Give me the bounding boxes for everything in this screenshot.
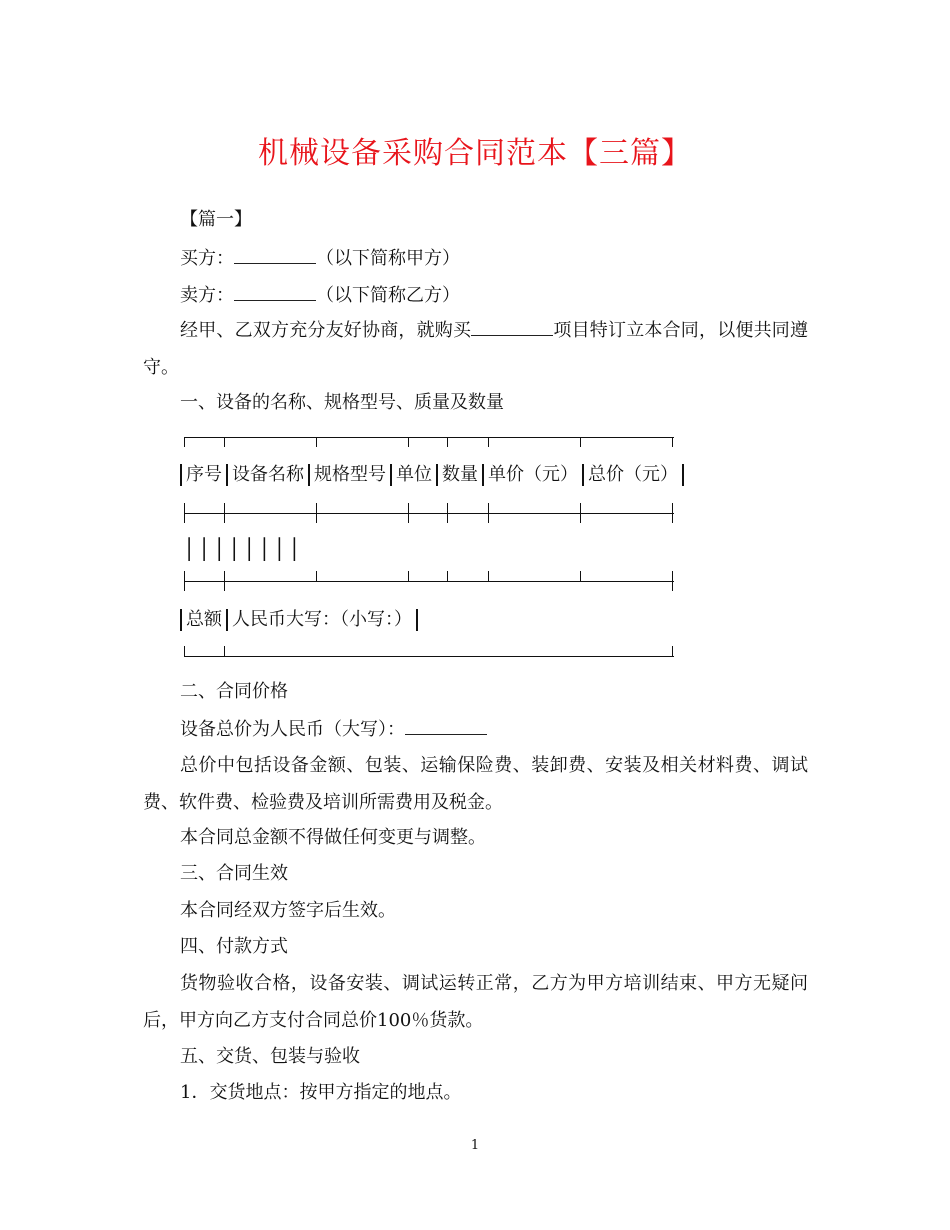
table-tick [184,503,185,523]
table-header-cell: 单价（元） [488,464,578,485]
table-divider [682,464,684,486]
buyer-line [180,245,460,271]
table-header-cell: 规格型号 [314,464,386,485]
heading-equipment: 一、设备的名称、规格型号、质量及数量 [180,392,504,413]
document-title: 机械设备采购合同范本【三篇】 [258,136,692,171]
table-divider [226,609,228,631]
table-header-row [180,463,688,487]
table-tick [672,437,673,447]
table-divider [482,464,484,486]
heading-payment: 四、付款方式 [180,936,288,957]
intro-post: 项目特订立本合同，以便共同遵守。 [143,320,809,378]
table-empty-row: ││││││││ [183,537,304,561]
table-tick [316,571,317,581]
table-header-cell: 设备名称 [232,464,304,485]
table-mid-rule [184,581,674,582]
seller-label: 卖方： [180,285,234,306]
price-line [180,716,487,742]
price-fixed: 本合同总金额不得做任何变更与调整。 [180,827,486,848]
table-mid-rule [184,513,674,514]
table-tick [672,571,673,591]
seller-line [180,282,460,308]
price-label: 设备总价为人民币（大写）： [180,719,405,740]
table-tick [580,503,581,523]
table-tick [447,503,448,523]
table-header-cell: 总价（元） [588,464,678,485]
table-tick [408,503,409,523]
heading-delivery: 五、交货、包装与验收 [180,1046,360,1067]
heading-effect: 三、合同生效 [180,863,288,884]
page-number: 1 [470,1138,480,1153]
price-description: 总价中包括设备金额、包装、运输保险费、装卸费、安装及相关材料费、调试费、软件费、检验费及培训所需费用及税金。 [143,755,808,813]
table-header-cell: 序号 [186,464,222,485]
table-tick [224,503,225,523]
table-divider [308,464,310,486]
table-tick [184,571,185,591]
table-tick [447,437,448,447]
table-top-rule [184,437,674,438]
table-bottom-rule [184,656,674,657]
table-tick [488,503,489,523]
price-blank [405,716,487,735]
effect-text: 本合同经双方签字后生效。 [180,900,396,921]
table-tick [408,571,409,581]
table-tick [224,571,225,591]
section-label: 【篇一】 [180,209,252,230]
table-tick [672,503,673,523]
table-divider [226,464,228,486]
table-tick [488,571,489,581]
table-tick [316,503,317,523]
buyer-note: （以下简称甲方） [316,248,460,269]
table-tick [580,437,581,447]
table-tick [316,437,317,447]
table-tick [580,571,581,581]
intro-blank [471,317,553,336]
buyer-blank [234,245,316,264]
table-divider [416,609,418,631]
delivery-item-1: 1．交货地点：按甲方指定的地点。 [180,1082,462,1103]
seller-blank [234,282,316,301]
table-tick [408,437,409,447]
table-total-text: 人民币大写：（小写：） [232,609,412,630]
table-header-cell: 单位 [396,464,432,485]
payment-text: 货物验收合格，设备安装、调试运转正常，乙方为甲方培训结束、甲方无疑问后，甲方向乙方支付合同总价100％货款。 [143,973,808,1031]
table-tick [184,646,185,656]
table-tick [447,571,448,581]
intro-paragraph [143,312,808,386]
table-divider [436,464,438,486]
table-header-cell: 数量 [442,464,478,485]
table-divider [180,464,182,486]
intro-pre: 经甲、乙双方充分友好协商，就购买 [180,320,472,341]
table-total-row [180,608,422,632]
table-tick [224,437,225,447]
table-tick [672,646,673,656]
table-tick [224,646,225,656]
table-divider [180,609,182,631]
buyer-label: 买方： [180,248,234,269]
table-total-label: 总额 [186,609,222,630]
table-divider [390,464,392,486]
table-tick [184,437,185,447]
table-tick [488,437,489,447]
heading-price: 二、合同价格 [180,681,288,702]
table-divider [582,464,584,486]
seller-note: （以下简称乙方） [316,285,460,306]
